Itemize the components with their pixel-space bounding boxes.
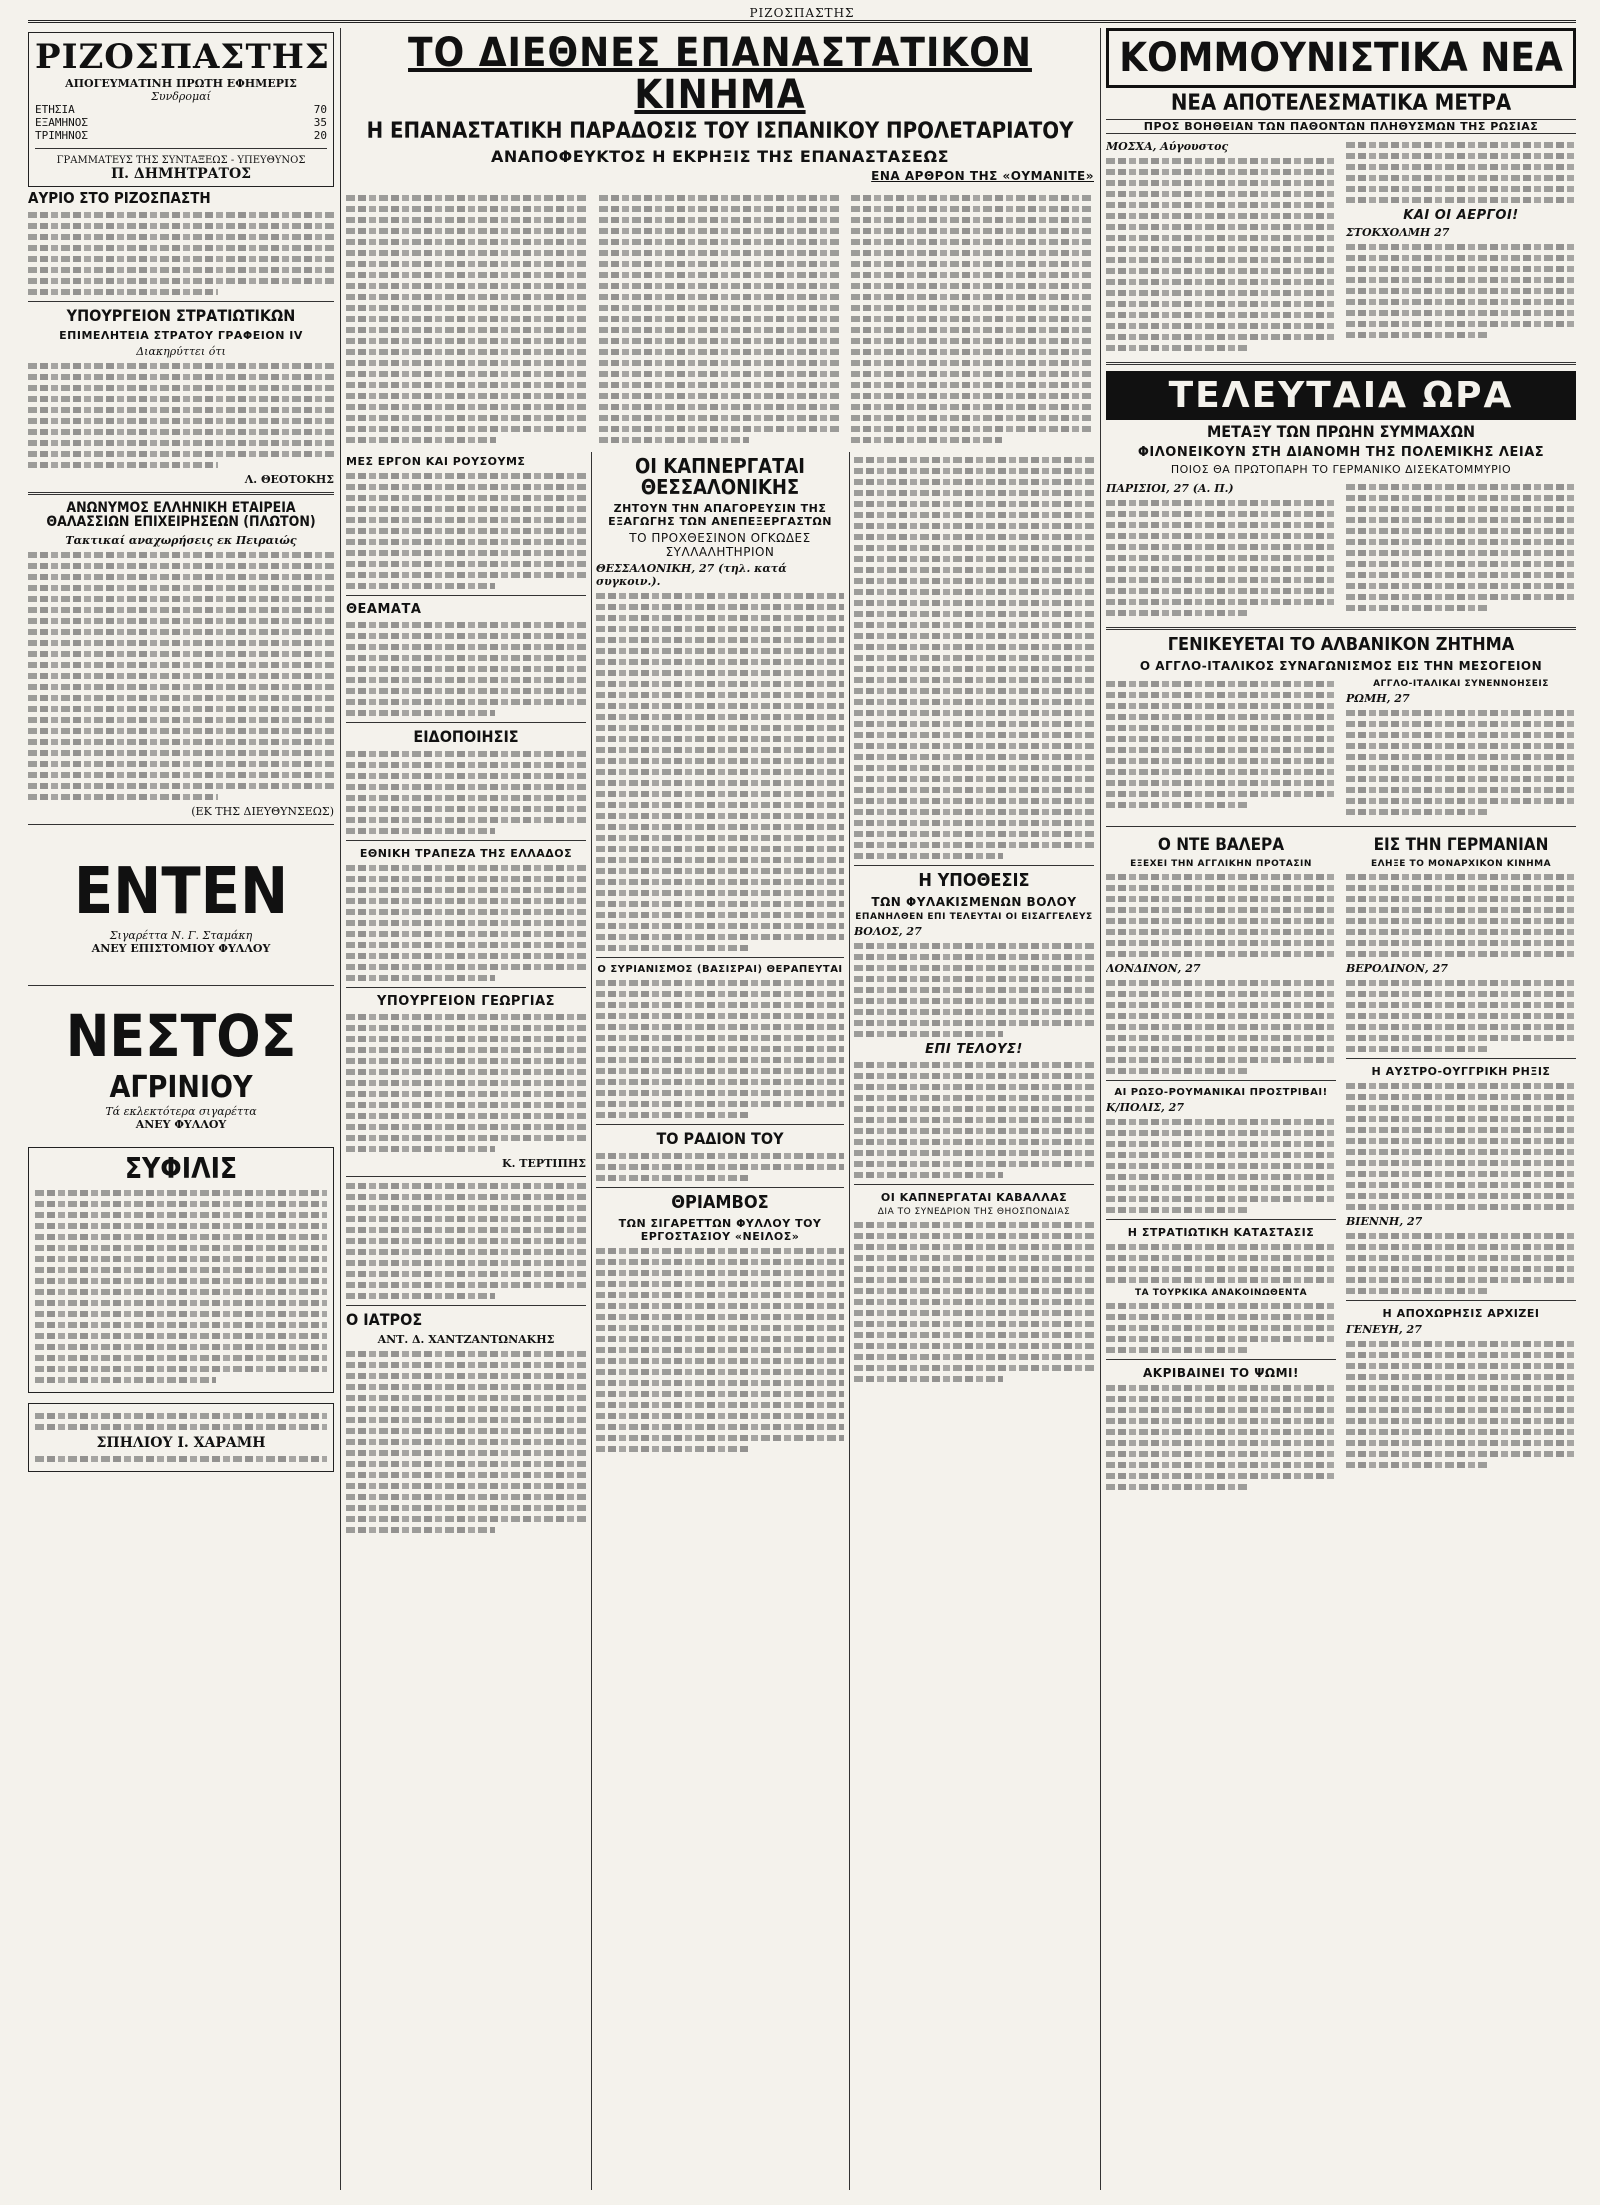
last-hour-banner: ΤΕΛΕΥΤΑΙΑ ΩΡΑ	[1106, 371, 1576, 420]
tomorrow-body	[28, 212, 334, 295]
ministry-note: Διακηρύττει ότι	[136, 344, 226, 358]
doctor-name: ΑΝΤ. Δ. ΧΑΝΤΖΑΝΤΩΝΑΚΗΣ	[377, 1332, 555, 1346]
ministry-heading: ΥΠΟΥΡΓΕΙΟΝ ΣΤΡΑΤΙΩΤΙΚΩΝ	[66, 305, 296, 325]
newspaper-page	[28, 6, 1576, 2196]
agri-heading: ΥΠΟΥΡΓΕΙΟΝ ΓΕΩΡΓΙΑΣ	[376, 993, 556, 1009]
valera-sub: ΕΞΕΧΕΙ ΤΗΝ ΑΓΓΛΙΚΗΝ ΠΡΟΤΑΣΙΝ	[1130, 858, 1312, 869]
article-columns	[346, 186, 1094, 448]
center-top	[346, 28, 1094, 448]
albania-heading: ΓΕΝΙΚΕΥΕΤΑΙ ΤΟ ΑΛΒΑΝΙΚΟΝ ΖΗΤΗΜΑ	[1167, 633, 1515, 655]
ad-charamis	[28, 1403, 334, 1472]
company-heading: ΑΝΩΝΥΜΟΣ ΕΛΛΗΝΙΚΗ ΕΤΑΙΡΕΙΑ ΘΑΛΑΣΣΙΩΝ ΕΠΙΧΕΙΡΗΣΕΩΝ (ΠΛΩΤΟΝ)	[46, 499, 316, 531]
right-column	[1106, 28, 1576, 2190]
volos-sub: ΤΩΝ ΦΥΛΑΚΙΣΜΕΝΩΝ ΒΟΛΟΥ	[871, 894, 1077, 909]
banner-headline: ΤΟ ΔΙΕΘΝΕΣ ΕΠΑΝΑΣΤΑΤΙΚΟΝ ΚΙΝΗΜΑ	[408, 30, 1032, 118]
editor-name: Π. ΔΗΜΗΤΡΑΤΟΣ	[110, 166, 252, 182]
tomorrow-heading: ΑΥΡΙΟ ΣΤΟ ΡΙΖΟΣΠΑΣΤΗ	[28, 189, 211, 207]
notices-heading: ΕΙΔΟΠΟΙΗΣΙΣ	[413, 727, 519, 746]
workers-heading: ΚΑΙ ΟΙ ΑΕΡΓΟΙ!	[1403, 208, 1519, 224]
kavala-sub: ΔΙΑ ΤΟ ΣΥΝΕΔΡΙΟΝ ΤΗΣ ΘΗΟΣΠΟΝΔΙΑΣ	[877, 1206, 1071, 1217]
volos-heading: Η ΥΠΟΘΕΣΙΣ	[918, 870, 1030, 891]
triumph-sub: ΤΩΝ ΣΙΓΑΡΕΤΤΩΝ ΦΥΛΛΟΥ ΤΟΥ ΕΡΓΟΣΤΑΣΙΟΥ «ΝΕΙΛΟΣ»	[618, 1216, 822, 1243]
ministry-sub: ΕΠΙΜΕΛΗΤΕΙΑ ΣΤΡΑΤΟΥ ΓΡΑΦΕΙΟΝ IV	[59, 328, 303, 342]
ad-nestos-line1: Τά εκλεκτότερα σιγαρέττα	[105, 1104, 257, 1118]
agri-signature: Κ. ΤΕΡΤΙΠΗΣ	[502, 1156, 586, 1170]
rome-dateline: ΡΩΜΗ, 27	[1346, 691, 1410, 705]
kn-sub2: ΠΡΟΣ ΒΟΗΘΕΙΑΝ ΤΩΝ ΠΑΘΟΝΤΩΝ ΠΛΗΘΥΣΜΩΝ ΤΗΣ ΡΩΣΙΑΣ	[1106, 119, 1576, 134]
thess-sub: ΖΗΤΟΥΝ ΤΗΝ ΑΠΑΓΟΡΕΥΣΙΝ ΤΗΣ ΕΞΑΓΩΓΗΣ ΤΩΝ ΑΝΕΠΕΞΕΡΓΑΣΤΩΝ	[608, 502, 832, 528]
bread-heading: ΑΚΡΙΒΑΙΝΕΙ ΤΟ ΨΩΜΙ!	[1143, 1365, 1299, 1380]
allies-heading: ΜΕΤΑΞΥ ΤΩΝ ΠΡΩΗΝ ΣΥΜΜΑΧΩΝ	[1206, 422, 1476, 442]
albania-sub: Ο ΑΓΓΛΟ-ΙΤΑΛΙΚΟΣ ΣΥΝΑΓΩΝΙΣΜΟΣ ΕΙΣ ΤΗΝ ΜΕΣΟΓΕΙΟΝ	[1139, 658, 1543, 673]
kn-sub: ΝΕΑ ΑΠΟΤΕΛΕΣΜΑΤΙΚΑ ΜΕΤΡΑ	[1170, 91, 1512, 116]
bakers-heading: Ο ΣΥΡΙΑΝΙΣΜΟΣ (ΒΑΣΙΣΡΑΙ) ΘΕΡΑΠΕΥΤΑΙ	[597, 964, 843, 975]
company-footer: (ΕΚ ΤΗΣ ΔΙΕΥΘΥΝΣΕΩΣ)	[191, 804, 334, 818]
ad-syphilis	[28, 1147, 334, 1393]
austro-heading: Η ΑΥΣΤΡΟ-ΟΥΓΓΡΙΚΗ ΡΗΞΙΣ	[1371, 1064, 1551, 1078]
ad-charamis-name: ΣΠΗΛΙΟΥ Ι. ΧΑΡΑΜΗ	[96, 1434, 266, 1451]
ministry-body	[28, 363, 334, 468]
rate-row: ΤΡΙΜΗΝΟΣ 20	[35, 129, 327, 142]
subscription-label: Συνδρομαί	[151, 90, 211, 103]
col-a-heading: ΜΕΣ ΕΡΓΟΝ ΚΑΙ ΡΟΥΣΟΥΜΣ	[346, 455, 526, 468]
ad-enten-title: ΕΝΤΕΝ	[73, 854, 289, 929]
thess-sub2: ΤΟ ΠΡΟΧΘΕΣΙΝΟΝ ΟΓΚΩΔΕΣ ΣΥΛΛΑΛΗΤΗΡΙΟΝ	[629, 531, 811, 559]
doctor-heading: Ο ΙΑΤΡΟΣ	[346, 1309, 423, 1329]
valera-heading: Ο ΝΤΕ ΒΑΛΕΡΑ	[1157, 834, 1285, 855]
allies-sub: ΦΙΛΟΝΕΙΚΟΥΝ ΣΤΗ ΔΙΑΝΟΜΗ ΤΗΣ ΠΟΛΕΜΙΚΗΣ ΛΕΙΑΣ	[1137, 444, 1545, 460]
germany-heading: ΕΙΣ ΤΗΝ ΓΕΡΜΑΝΙΑΝ	[1373, 834, 1549, 855]
stockholm-dateline: ΣΤΟΚΧΟΛΜΗ 27	[1346, 226, 1450, 240]
rate-row: ΕΤΗΣΙΑ 70	[35, 103, 327, 116]
ministry-signature: Λ. ΘΕΟΤΟΚΗΣ	[244, 472, 334, 486]
company-sub: Τακτικαί αναχωρήσεις εκ Πειραιώς	[65, 533, 297, 547]
volos-sub2: ΕΠΑΝΗΛΘΕΝ ΕΠΙ ΤΕΛΕΥΤΑΙ ΟΙ ΕΙΣΑΓΓΕΛΕΥΣ	[855, 911, 1093, 922]
bank-heading: ΕΘΝΙΚΗ ΤΡΑΠΕΖΑ ΤΗΣ ΕΛΛΑΔΟΣ	[359, 846, 573, 860]
masthead-subtitle: ΑΠΟΓΕΥΜΑΤΙΝΗ ΠΡΩΤΗ ΕΦΗΜΕΡΙΣ	[65, 77, 297, 90]
military-heading: Η ΣΤΡΑΤΙΩΤΙΚΗ ΚΑΤΑΣΤΑΣΙΣ	[1127, 1225, 1315, 1239]
radio-heading: ΤΟ ΡΑΔΙΟΝ ΤΟΥ	[656, 1129, 784, 1148]
kpolis-dateline: Κ/ΠΟΛΙΣ, 27	[1106, 1100, 1184, 1114]
ad-syphilis-title: ΣΥΦΙΛΙΣ	[124, 1151, 238, 1185]
masthead	[28, 32, 334, 187]
ad-nestos-line2: ΑΝΕΥ ΦΥΛΛΟΥ	[135, 1117, 227, 1131]
paris-dateline: ΠΑΡΙΣΙΟΙ, 27 (Α. Π.)	[1106, 481, 1234, 495]
finally-heading: ΕΠΙ ΤΕΛΟΥΣ!	[925, 1041, 1023, 1057]
left-column	[28, 28, 334, 2190]
thess-heading: ΟΙ ΚΑΠΝΕΡΓΑΤΑΙ ΘΕΣΣΑΛΟΝΙΚΗΣ	[635, 454, 805, 499]
geneva-dateline: ΓΕΝΕΥΗ, 27	[1346, 1322, 1422, 1336]
ad-enten-line1: Σιγαρέττα Ν. Γ. Σταμάκη	[109, 928, 253, 942]
rate-row: ΕΞΑΜΗΝΟΣ 35	[35, 116, 327, 129]
moscow-dateline: ΜΟΣΧΑ, Αύγουστος	[1106, 140, 1229, 154]
allies-sub2: ΠΟΙΟΣ ΘΑ ΠΡΩΤΟΠΑΡΗ ΤΟ ΓΕΡΜΑΝΙΚΟ ΔΙΣΕΚΑΤΟΜΜΥΡΙΟ	[1170, 462, 1512, 476]
editor-label: ΓΡΑΜΜΑΤΕΥΣ ΤΗΣ ΣΥΝΤΑΞΕΩΣ - ΥΠΕΥΘΥΝΟΣ	[56, 155, 306, 166]
kavala-heading: ΟΙ ΚΑΠΝΕΡΓΑΤΑΙ ΚΑΒΑΛΛΑΣ	[880, 1190, 1068, 1204]
volos-dateline: ΒΟΛΟΣ, 27	[854, 924, 922, 938]
ad-nestos-title: ΝΕΣΤΟΣ	[65, 1001, 297, 1070]
germany-sub: ΕΛΗΞΕ ΤΟ ΜΟΝΑΡΧΙΚΟΝ ΚΙΝΗΜΑ	[1370, 858, 1552, 869]
center-col-a	[346, 452, 586, 2190]
anatolia-heading: ΤΑ ΤΟΥΡΚΙΚΑ ΑΝΑΚΟΙΝΩΘΕΝΤΑ	[1134, 1287, 1308, 1298]
london-dateline: ΛΟΝΔΙΝΟΝ, 27	[1106, 961, 1201, 975]
anglo-heading: ΑΓΓΛΟ-ΙΤΑΛΙΚΑΙ ΣΥΝΕΝΝΟΗΣΕΙΣ	[1373, 678, 1549, 689]
headline-explosion: ΑΝΑΠΟΦΕΥΚΤΟΣ Η ΕΚΡΗΞΙΣ ΤΗΣ ΕΠΑΝΑΣΤΑΣΕΩΣ	[490, 147, 950, 167]
ad-enten-line2: ΑΝΕΥ ΕΠΙΣΤΟΜΙΟΥ ΦΥΛΛΟΥ	[91, 941, 271, 955]
ad-nestos-sub: ΑΓΡΙΝΙΟΥ	[109, 1069, 253, 1105]
byline: ΕΝΑ ΑΡΘΡΟΝ ΤΗΣ «ΟΥΜΑΝΙΤΕ»	[871, 169, 1094, 184]
communist-news-title: ΚΟΜΜΟΥΝΙΣΤΙΚΑ ΝΕΑ	[1106, 28, 1576, 88]
triumph-heading: ΘΡΙΑΜΒΟΣ	[671, 1191, 769, 1213]
masthead-title: ΡΙΖΟΣΠΑΣΤΗΣ	[35, 37, 330, 77]
center-col-c	[854, 452, 1094, 2190]
company-body	[28, 552, 334, 800]
berlin-dateline: ΒΕΡΟΛΙΝΟΝ, 27	[1346, 961, 1448, 975]
headline-spanish: Η ΕΠΑΝΑΣΤΑΤΙΚΗ ΠΑΡΑΔΟΣΙΣ ΤΟΥ ΙΣΠΑΝΙΚΟΥ ΠΡΟΛΕΤΑΡΙΑΤΟΥ	[366, 119, 1074, 144]
thess-dateline: ΘΕΣΣΑΛΟΝΙΚΗ, 27 (τηλ. κατά συγκοιν.).	[596, 562, 787, 588]
vienna-dateline: ΒΙΕΝΝΗ, 27	[1346, 1214, 1423, 1228]
center-col-b	[596, 452, 844, 2190]
theatre-heading: ΘΕΑΜΑΤΑ	[346, 602, 422, 617]
geneva-heading: Η ΑΠΟΧΩΡΗΣΙΣ ΑΡΧΙΖΕΙ	[1382, 1306, 1540, 1320]
romania-heading: ΑΙ ΡΩΣΟ-ΡΟΥΜΑΝΙΚΑΙ ΠΡΟΣΤΡΙΒΑΙ!	[1114, 1086, 1328, 1098]
running-head: ΡΙΖΟΣΠΑΣΤΗΣ	[28, 6, 1576, 23]
